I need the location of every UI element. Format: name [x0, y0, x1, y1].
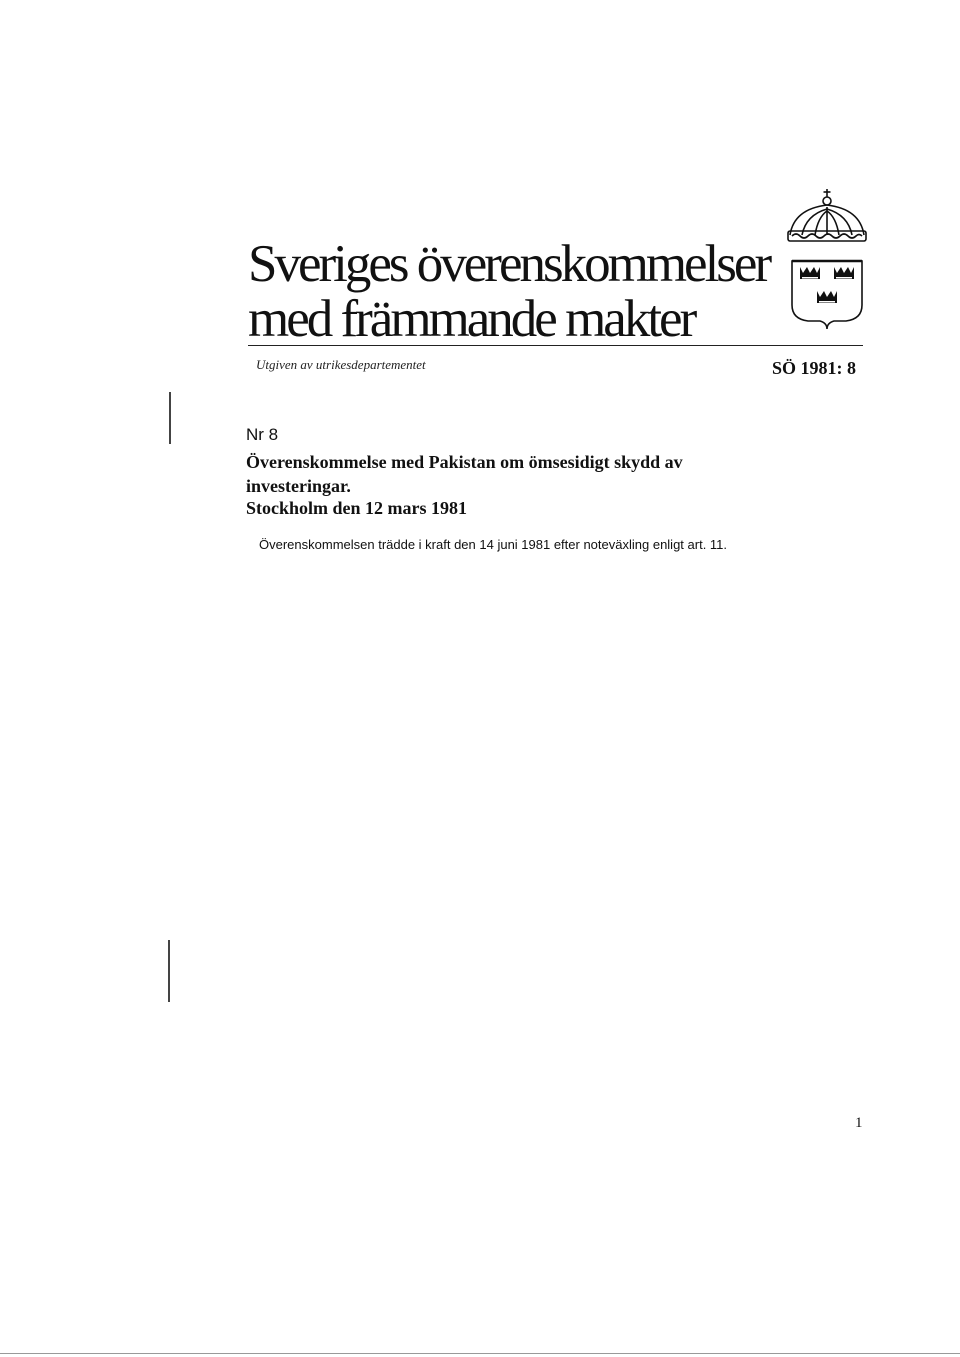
- scan-artifact: [168, 940, 170, 1002]
- agreement-number: Nr 8: [246, 425, 279, 444]
- publisher-line: Utgiven av utrikesdepartementet: [256, 357, 426, 372]
- series-reference: SÖ 1981: 8: [772, 358, 857, 378]
- scan-artifact: [169, 392, 171, 444]
- swedish-coat-of-arms-icon: [784, 187, 870, 337]
- series-title-line-1: Sveriges överenskommelser: [248, 235, 770, 293]
- series-title-line-2: med främmande makter: [248, 290, 695, 348]
- place-and-date: Stockholm den 12 mars 1981: [246, 498, 468, 518]
- scan-artifact: [0, 1353, 960, 1354]
- header-rule: [248, 345, 863, 346]
- entry-into-force-note: Överenskommelsen trädde i kraft den 14 juni 1981 efter noteväxling enligt art. 11.: [259, 537, 728, 552]
- page-number: 1: [855, 1115, 863, 1131]
- agreement-title: Överenskommelse med Pakistan om ömsesidigt skydd av investeringar.: [246, 452, 683, 496]
